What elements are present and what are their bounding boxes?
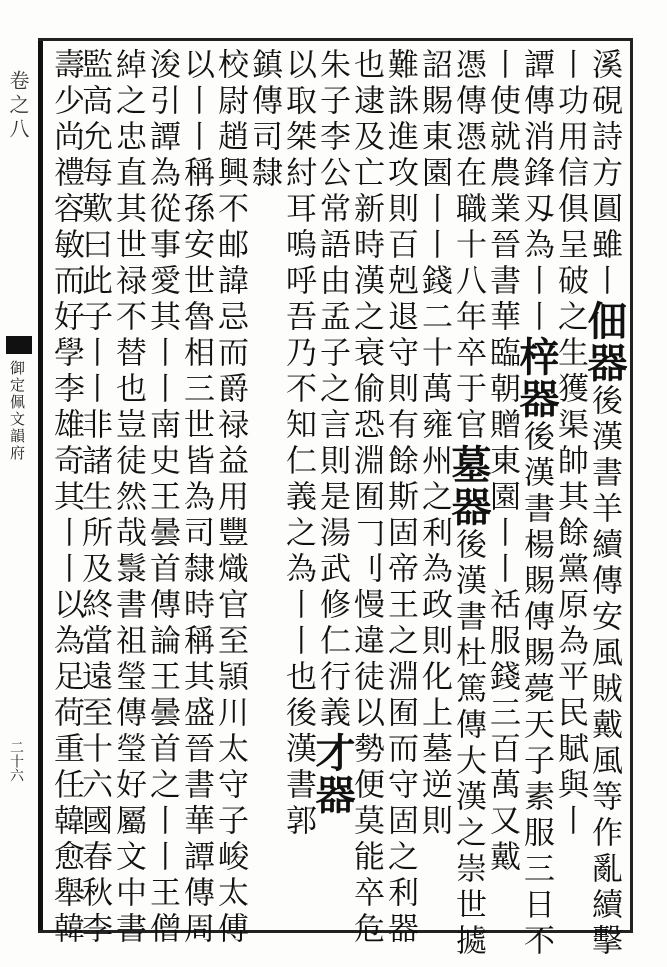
column-text: 壽少尚禮容敏而好學李雄奇其丨丨以為足荷重任韓愈舉韓	[48, 48, 84, 948]
column-text: 雍州之利為政則化上墓逆則	[416, 408, 452, 840]
column-text: 浚引譚為從事愛其丨丨南史王曇首傳論王曇首之丨丨王僧	[144, 48, 180, 948]
border-left	[38, 38, 43, 933]
page-margin	[0, 40, 36, 930]
fishtail-mark	[6, 336, 32, 354]
entry-heading: 墓器	[445, 444, 492, 528]
column-text: 憑傳憑在職十八年卒于官	[450, 48, 486, 444]
column-text: 詔賜東園丨丨錢二十萬	[416, 48, 452, 408]
page-number: 二十六	[8, 740, 24, 782]
column-text: 後漢書楊賜傳賜薨天子素服三日不	[518, 420, 554, 960]
column-text: 丨功用信俱呈	[552, 48, 588, 264]
column-text: 譚傳消鋒刄為丨丨	[518, 48, 554, 336]
column-text: 校尉趙興不邮諱忌而爵禄益用豐熾官至頴川太守子峻太傅	[212, 48, 248, 948]
column-text: 難誅進攻則百剋退守則有餘斯固帝王之淵囿而守固之利器	[382, 48, 418, 948]
column-text: 臨朝贈東園丨丨䄆服錢三百萬又戴	[484, 336, 520, 876]
column-text: 後漢書羊續傳安風賊戴風等作亂續擊	[586, 384, 622, 960]
column-text: 朱子李公常語由孟子之言則是湯武修仁行義	[314, 48, 350, 732]
border-right	[630, 40, 633, 930]
text-column	[44, 48, 88, 948]
book-title: 御定佩文韻府	[8, 360, 26, 462]
border-top	[38, 38, 633, 41]
column-text: 後漢書郭	[280, 696, 316, 840]
entry-heading: 梓器	[513, 336, 560, 420]
column-text: 後漢書杜篤傳大漢之崇世㨿	[450, 528, 486, 960]
column-text: 丨使就農業晉書華	[484, 48, 520, 336]
column-text: 破之生獲渠帥其餘黨原為平民賦與丨	[552, 264, 588, 840]
column-text: 以取桀紂耳嗚呼吾乃不知仁義之為丨丨也	[280, 48, 316, 696]
column-text: 監高允每歎曰此子丨丨非諸生所及終當遠至十六國春秋李	[76, 48, 112, 948]
volume-label: 卷之八	[6, 70, 30, 142]
entry-heading: 才器	[309, 732, 356, 816]
column-text: 溪硯詩方圓雖丨	[586, 48, 622, 300]
column-text: 鎮傳司隸	[246, 48, 282, 192]
column-text: 以丨丨稱孫安世魯相三世皆為司隸時稱其盛晉書華譚傳周	[178, 48, 214, 948]
entry-heading: 佃器	[581, 300, 628, 384]
column-text: 也逮及亡新時漢之衰偷恐淵囿𠃌刂慢違徒以勢便莫能卒危	[348, 48, 384, 948]
column-text: 綽之忠直其世禄不替也豈徒然哉䰁書祖瑩傳瑩好屬文中書	[110, 48, 146, 948]
